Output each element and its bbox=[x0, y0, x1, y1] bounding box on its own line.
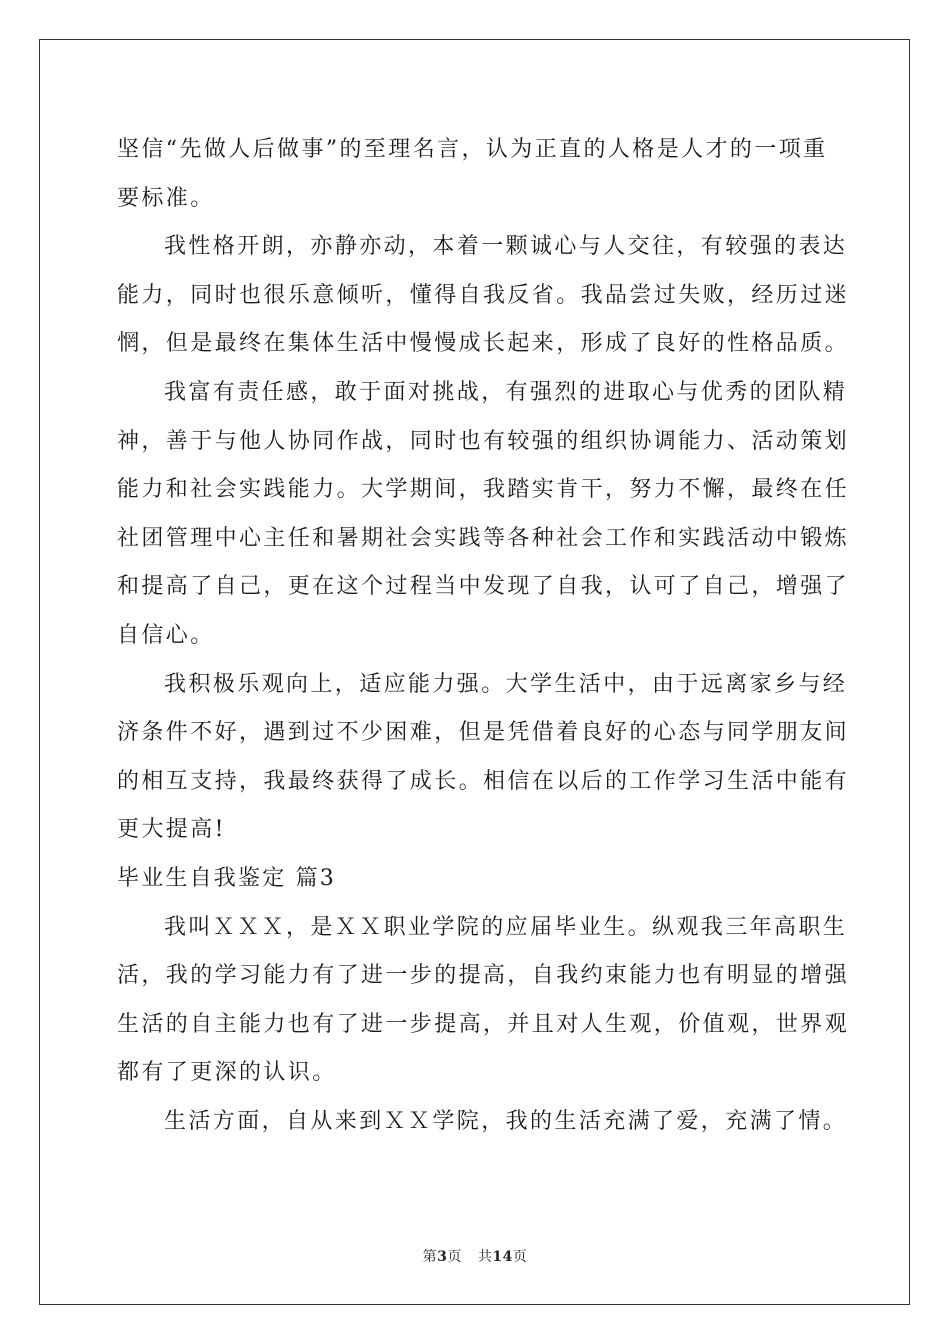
paragraph-start: 我富有责任感，敢于面对挑战，有强烈的进取心与优秀的团队精 bbox=[164, 379, 848, 405]
paragraph-start: 生活方面，自从来到ＸＸ学院，我的生活充满了爱，充满了情。 bbox=[164, 1108, 848, 1134]
text-line: 要标准。 bbox=[117, 185, 215, 211]
page-footer bbox=[0, 1246, 950, 1266]
text-line: 更大提高! bbox=[117, 817, 226, 843]
text-line: 坚信“先做人后做事”的至理名言，认为正直的人格是人才的一项重 bbox=[117, 137, 828, 162]
text-line: 都有了更深的认识。 bbox=[117, 1060, 337, 1086]
text-line: 生活的自主能力也有了进一步提高，并且对人生观，价值观，世界观 bbox=[117, 1011, 850, 1037]
text-line: 能力，同时也很乐意倾听，懂得自我反省。我品尝过失败，经历过迷 bbox=[117, 282, 850, 308]
text-line: 能力和社会实践能力。大学期间，我踏实肯干，努力不懈，最终在任 bbox=[117, 477, 850, 503]
section-heading: 毕业生自我鉴定 篇3 bbox=[117, 865, 336, 891]
document-body bbox=[117, 126, 850, 1146]
text-line: 济条件不好，遇到过不少困难，但是凭借着良好的心态与同学朋友间 bbox=[117, 720, 850, 746]
text-line: 社团管理中心主任和暑期社会实践等各种社会工作和实践活动中锻炼 bbox=[117, 525, 850, 551]
paragraph-start: 我积极乐观向上，适应能力强。大学生活中，由于远离家乡与经 bbox=[164, 671, 848, 697]
total-suffix: 页 bbox=[512, 1249, 528, 1265]
total-prefix: 共 bbox=[477, 1249, 493, 1265]
text-line: 活，我的学习能力有了进一步的提高，自我约束能力也有明显的增强 bbox=[117, 963, 850, 989]
text-line: 和提高了自己，更在这个过程当中发现了自我，认可了自己，增强了 bbox=[117, 574, 850, 600]
page-suffix: 页 bbox=[447, 1249, 462, 1265]
text-line: 的相互支持，我最终获得了成长。相信在以后的工作学习生活中能有 bbox=[117, 768, 850, 794]
paragraph-start: 我性格开朗，亦静亦动，本着一颗诚心与人交往，有较强的表达 bbox=[164, 234, 848, 260]
text-line: 惘，但是最终在集体生活中慢慢成长起来，形成了良好的性格品质。 bbox=[117, 331, 850, 357]
page-prefix: 第 bbox=[422, 1249, 438, 1265]
total-pages: 14 bbox=[492, 1249, 513, 1265]
page-number: 3 bbox=[437, 1249, 448, 1265]
paragraph-start: 我叫ＸＸＸ，是ＸＸ职业学院的应届毕业生。纵观我三年高职生 bbox=[164, 914, 848, 940]
text-line: 自信心。 bbox=[117, 622, 215, 648]
text-line: 神，善于与他人协同作战，同时也有较强的组织协调能力、活动策划 bbox=[117, 428, 850, 454]
